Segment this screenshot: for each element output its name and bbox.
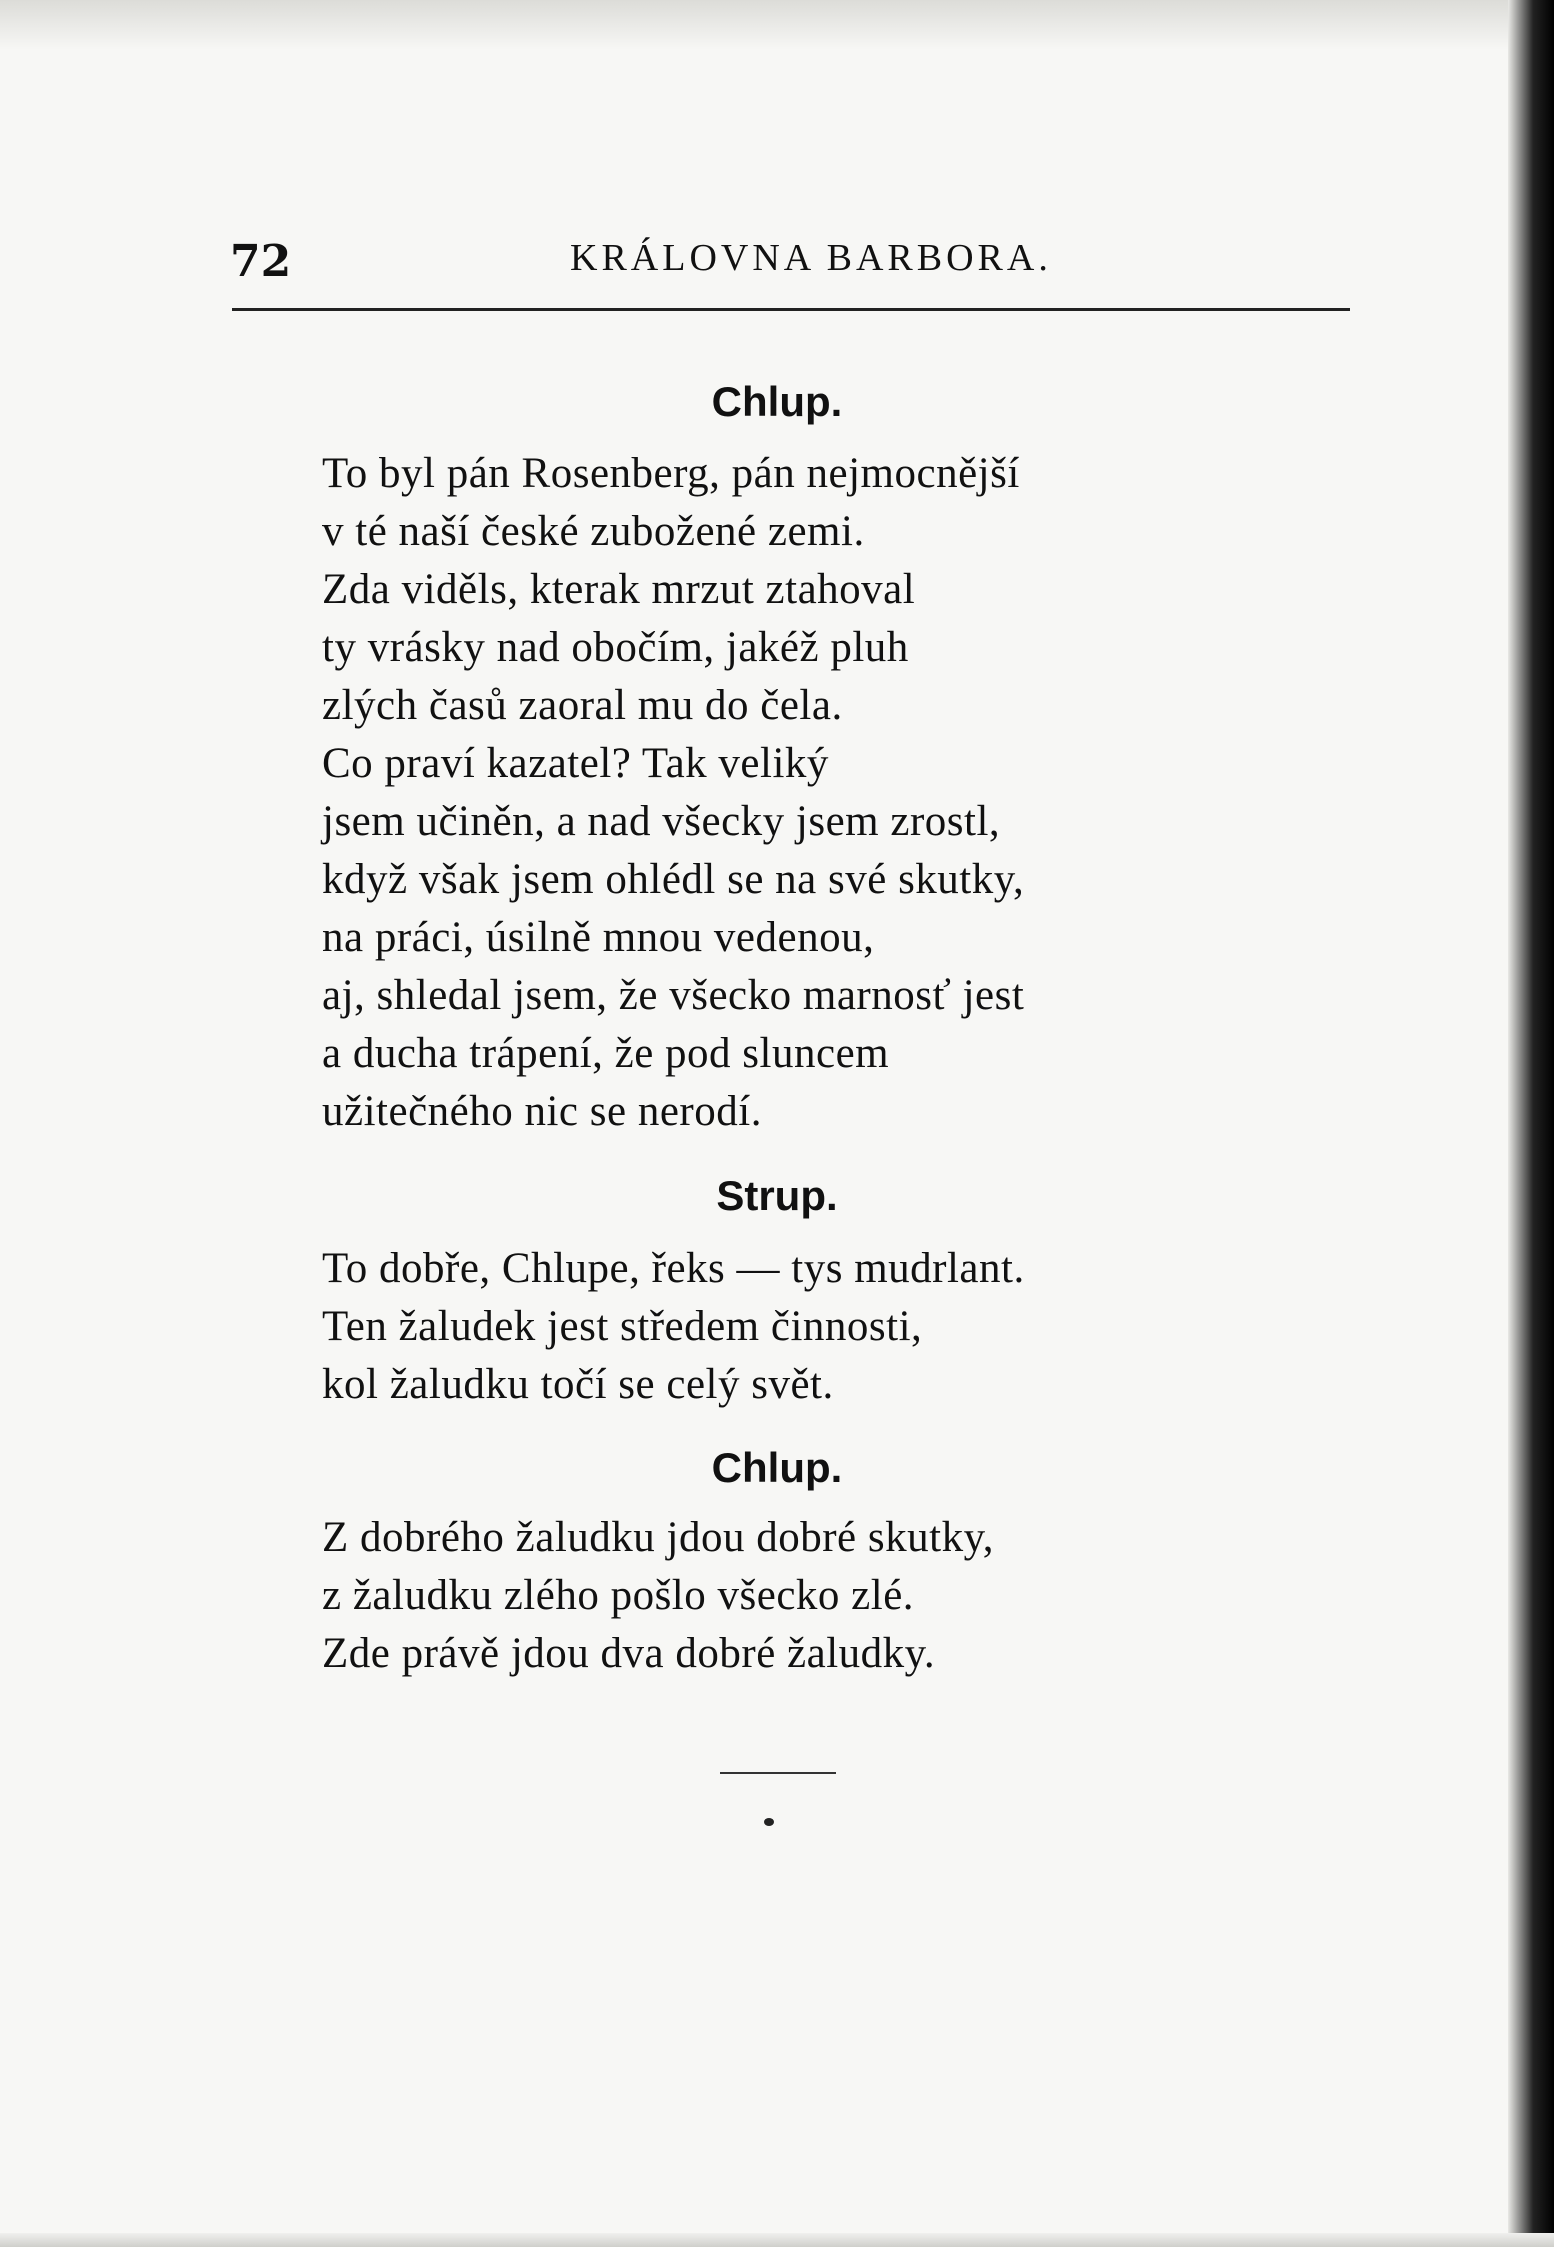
scan-bottom-edge [0, 2233, 1554, 2247]
verse-line: jsem učiněn, a nad všecky jsem zrostl, [322, 798, 1001, 845]
ink-speck [764, 1818, 774, 1826]
verse-block [322, 1509, 1282, 1683]
verse-line: užitečného nic se nerodí. [322, 1088, 762, 1135]
section-end-rule [720, 1772, 836, 1774]
verse-line: když však jsem ohlédl se na své skutky, [322, 856, 1025, 903]
verse-line: zlých časů zaoral mu do čela. [322, 682, 843, 729]
verse-block [322, 1240, 1282, 1414]
verse-line: aj, shledal jsem, že všecko marnosť jest [322, 972, 1025, 1019]
verse-line: a ducha trápení, že pod sluncem [322, 1030, 890, 1077]
scan-right-edge [1508, 0, 1554, 2247]
header-rule [232, 308, 1350, 311]
verse-block [322, 445, 1282, 1141]
verse-line: kol žaludku točí se celý svět. [322, 1361, 834, 1408]
speaker-heading: Chlup. [711, 1444, 843, 1491]
verse-line: Ten žaludek jest středem činnosti, [322, 1303, 923, 1350]
speaker-heading: Strup. [716, 1172, 838, 1219]
verse-line: Zda viděls, kterak mrzut ztahoval [322, 566, 916, 613]
verse-line: z žaludku zlého pošlo všecko zlé. [322, 1572, 915, 1619]
verse-line: Zde právě jdou dva dobré žaludky. [322, 1630, 936, 1677]
page-number: 72 [230, 236, 292, 287]
verse-line: v té naší české zubožené zemi. [322, 508, 865, 555]
running-title: KRÁLOVNA BARBORA. [570, 237, 1052, 279]
speaker-heading: Chlup. [711, 378, 843, 425]
scan-top-shadow [0, 0, 1554, 50]
verse-line: To dobře, Chlupe, řeks — tys mudrlant. [322, 1245, 1025, 1292]
verse-line: Z dobrého žaludku jdou dobré skutky, [322, 1514, 995, 1561]
verse-line: ty vrásky nad obočím, jakéž pluh [322, 624, 909, 671]
running-head [230, 228, 1350, 288]
verse-line: Co praví kazatel? Tak veliký [322, 740, 829, 787]
verse-line: To byl pán Rosenberg, pán nejmocnější [322, 450, 1020, 497]
verse-line: na práci, úsilně mnou vedenou, [322, 914, 875, 961]
